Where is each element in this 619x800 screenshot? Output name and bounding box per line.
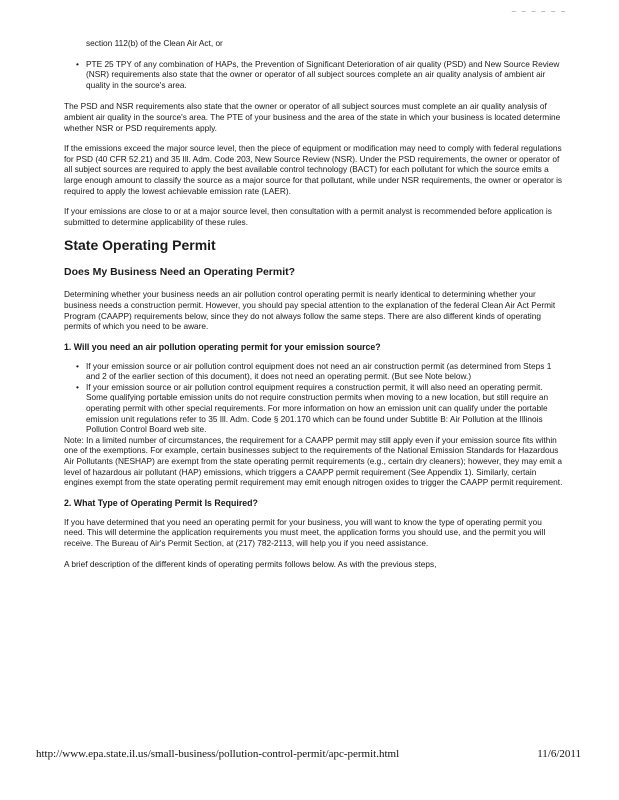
footer-date: 11/6/2011 bbox=[537, 748, 581, 760]
page-marker: _ _ _ _ _ _ bbox=[511, 5, 567, 12]
paragraph-brief-description: A brief description of the different kinds of operating permits follows below. As with the previous steps, bbox=[64, 558, 437, 569]
continued-list-line: section 112(b) of the Clean Air Act, or bbox=[86, 38, 223, 48]
section-title: State Operating Permit bbox=[64, 237, 216, 254]
section-subtitle: Does My Business Need an Operating Permit? bbox=[64, 266, 296, 279]
footer-url: http://www.epa.state.il.us/small-business/pollution-control-permit/apc-permit.html bbox=[36, 748, 400, 760]
bullet-item: • If your emission source or air pollution control equipment does not need an air construction permit (as determined from Steps 1 and 2 of the earlier section of this document), it does not need an operating permit. (But see Note below.) bbox=[86, 361, 564, 382]
paragraph-psd-nsr: The PSD and NSR requirements also state that the owner or operator of all subject sources must complete an air quality analysis of ambient air quality in the source's area. The PTE of your business and the area of the state in which your business is located determine whether NSR or PSD requirements apply. bbox=[64, 101, 561, 133]
intro-bullets bbox=[64, 59, 564, 91]
paragraph-consultation: If your emissions are close to or at a major source level, then consultation with a permit analyst is recommended before application is submitted to determine applicability of these rules. bbox=[64, 206, 552, 227]
page-footer bbox=[36, 748, 581, 760]
note-paragraph: Note: In a limited number of circumstances, the requirement for a CAAPP permit may still apply even if your emission source fits within one of the exemptions. For example, certain businesses subject to the requirements of the National Emission Standards for Hazardous Air Pollutants (NESHAP) are exempt from the state operating permit requirements (e.g., certain dry cleaners); however, they may emit a level of hazardous air pollutant (HAP) emissions, which triggers a CAAPP permit requirement (See Appendix 1). Similarly, certain engines exempt from the state operating permit requirement may emit enough nitrogen oxides to trigger the CAAPP permit requirement. bbox=[64, 434, 563, 488]
question-2-title: 2. What Type of Operating Permit Is Required? bbox=[64, 497, 258, 508]
intro-list bbox=[64, 38, 564, 90]
bullet-item: • PTE 25 TPY of any combination of HAPs, the Prevention of Significant Deterioration of air quality (PSD) and New Source Review (NSR) requirements also state that the owner or operator of all subject sources complete an air quality analysis of ambient air quality in the source's area. bbox=[86, 59, 564, 91]
document-body bbox=[64, 38, 564, 579]
paragraph-major-source: If the emissions exceed the major source level, then the piece of equipment or modification may need to comply with federal regulations for PSD (40 CFR 52.21) and 35 Ill. Adm. Code 203, New Source Review (NSR). Under the PSD requirements, the owner or operator of all subject sources are required to apply the best available control technology (BACT) for each pollutant for which the source emits a large enough amount to classify the source as a major source for that pollutant, while under NSR requirements, the owner or operator is required to apply the lowest achievable emission rate (LAER). bbox=[64, 143, 563, 196]
bullet-item: • If your emission source or air pollution control equipment requires a construction permit, it will also need an operating permit. Some qualifying portable emission units do not require construction permits when moving to a new location, but still require an operating permit with other special requirements. For more information on how an emission unit can qualify under the portable emission unit regulations refer to 35 Ill. Adm. Code § 201.170 which can be found under Subtitle B: Air Pollution at the Illinois Pollution Control Board web site. bbox=[86, 382, 564, 435]
question-1-title: 1. Will you need an air pollution operating permit for your emission source? bbox=[64, 341, 381, 352]
paragraph-determining: Determining whether your business needs an air pollution control operating permit is nearly identical to determining whether your business needs a construction permit. However, you should pay special attention to the explanation of the federal Clean Air Act Permit Program (CAAPP) requirements below, since they do not always follow the same steps. There are also different kinds of operating permits of which you need to be aware. bbox=[64, 289, 556, 332]
question-1-bullets bbox=[64, 361, 564, 435]
paragraph-permit-type: If you have determined that you need an operating permit for your business, you will want to know the type of operating permit you need. This will determine the application requirements you must meet, the application forms you should use, and the permit you will receive. The Bureau of Air's Permit Section, at (217) 782-2113, will help you if you need assistance. bbox=[64, 516, 546, 548]
